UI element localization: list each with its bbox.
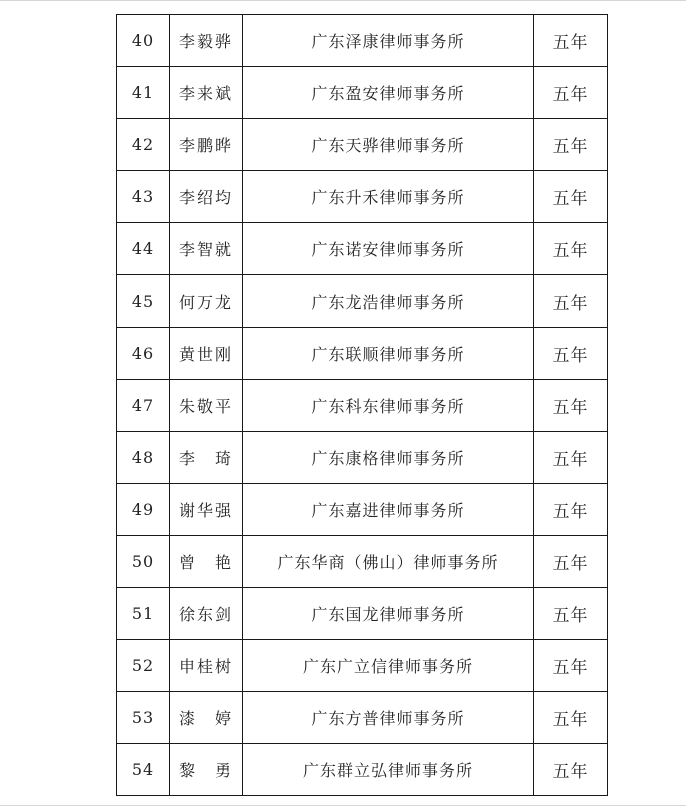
row-number-cell: 45	[117, 275, 170, 327]
page-top-edge	[0, 0, 686, 1]
law-firm-cell: 广东天骅律师事务所	[243, 119, 534, 171]
lawyer-roster-table	[116, 14, 608, 796]
law-firm-cell: 广东泽康律师事务所	[243, 15, 534, 67]
lawyer-name-cell: 李鹏晔	[170, 119, 243, 171]
lawyer-name-cell: 李绍均	[170, 171, 243, 223]
term-cell: 五年	[534, 640, 608, 692]
law-firm-cell: 广东科东律师事务所	[243, 379, 534, 431]
lawyer-name-cell: 漆 婷	[170, 692, 243, 744]
law-firm-cell: 广东康格律师事务所	[243, 431, 534, 483]
table-row	[117, 588, 608, 640]
lawyer-name-cell: 何万龙	[170, 275, 243, 327]
row-number-cell: 50	[117, 535, 170, 587]
lawyer-name-cell: 徐东剑	[170, 588, 243, 640]
law-firm-cell: 广东广立信律师事务所	[243, 640, 534, 692]
row-number-cell: 41	[117, 67, 170, 119]
term-cell: 五年	[534, 483, 608, 535]
table-row	[117, 223, 608, 275]
table-row	[117, 535, 608, 587]
table-row	[117, 379, 608, 431]
table-row	[117, 119, 608, 171]
row-number-cell: 53	[117, 692, 170, 744]
law-firm-cell: 广东联顺律师事务所	[243, 327, 534, 379]
table-row	[117, 692, 608, 744]
lawyer-name-cell: 申桂树	[170, 640, 243, 692]
law-firm-cell: 广东嘉进律师事务所	[243, 483, 534, 535]
roster-table-body	[117, 15, 608, 796]
row-number-cell: 46	[117, 327, 170, 379]
law-firm-cell: 广东群立弘律师事务所	[243, 744, 534, 796]
term-cell: 五年	[534, 379, 608, 431]
table-row	[117, 15, 608, 67]
law-firm-cell: 广东升禾律师事务所	[243, 171, 534, 223]
term-cell: 五年	[534, 535, 608, 587]
lawyer-name-cell: 李毅骅	[170, 15, 243, 67]
law-firm-cell: 广东盈安律师事务所	[243, 67, 534, 119]
table-row	[117, 275, 608, 327]
row-number-cell: 51	[117, 588, 170, 640]
row-number-cell: 47	[117, 379, 170, 431]
lawyer-name-cell: 李智就	[170, 223, 243, 275]
law-firm-cell: 广东华商（佛山）律师事务所	[243, 535, 534, 587]
row-number-cell: 54	[117, 744, 170, 796]
row-number-cell: 40	[117, 15, 170, 67]
law-firm-cell: 广东方普律师事务所	[243, 692, 534, 744]
term-cell: 五年	[534, 171, 608, 223]
term-cell: 五年	[534, 223, 608, 275]
term-cell: 五年	[534, 119, 608, 171]
law-firm-cell: 广东诺安律师事务所	[243, 223, 534, 275]
law-firm-cell: 广东龙浩律师事务所	[243, 275, 534, 327]
term-cell: 五年	[534, 431, 608, 483]
table-row	[117, 744, 608, 796]
row-number-cell: 42	[117, 119, 170, 171]
table-row	[117, 67, 608, 119]
row-number-cell: 43	[117, 171, 170, 223]
lawyer-name-cell: 黄世刚	[170, 327, 243, 379]
term-cell: 五年	[534, 67, 608, 119]
lawyer-name-cell: 曾 艳	[170, 535, 243, 587]
lawyer-name-cell: 李来斌	[170, 67, 243, 119]
lawyer-name-cell: 李 琦	[170, 431, 243, 483]
table-row	[117, 640, 608, 692]
table-row	[117, 327, 608, 379]
law-firm-cell: 广东国龙律师事务所	[243, 588, 534, 640]
lawyer-name-cell: 朱敬平	[170, 379, 243, 431]
term-cell: 五年	[534, 275, 608, 327]
term-cell: 五年	[534, 15, 608, 67]
term-cell: 五年	[534, 744, 608, 796]
table-row	[117, 431, 608, 483]
row-number-cell: 48	[117, 431, 170, 483]
term-cell: 五年	[534, 327, 608, 379]
row-number-cell: 52	[117, 640, 170, 692]
term-cell: 五年	[534, 692, 608, 744]
lawyer-name-cell: 黎 勇	[170, 744, 243, 796]
term-cell: 五年	[534, 588, 608, 640]
lawyer-name-cell: 谢华强	[170, 483, 243, 535]
table-row	[117, 483, 608, 535]
row-number-cell: 49	[117, 483, 170, 535]
table-row	[117, 171, 608, 223]
row-number-cell: 44	[117, 223, 170, 275]
